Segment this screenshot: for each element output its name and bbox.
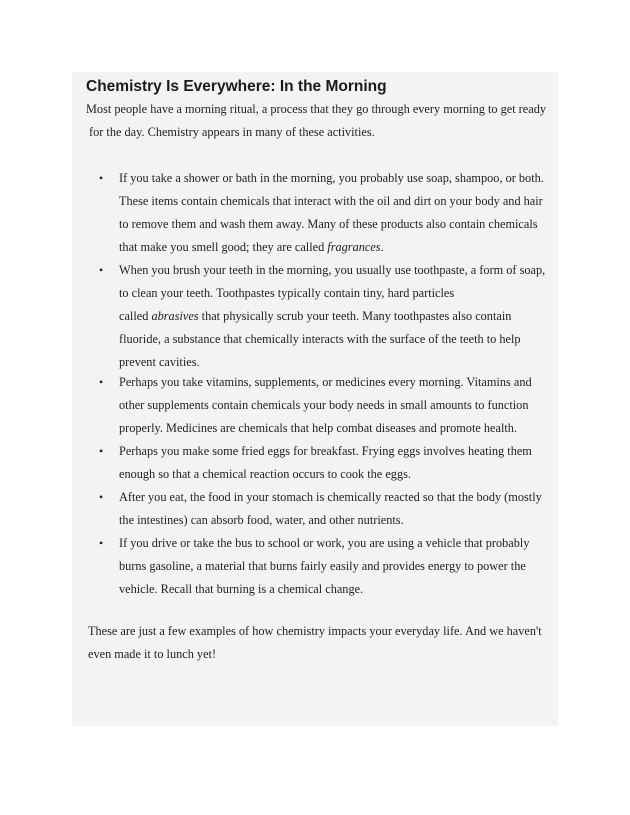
bullet-marker: • bbox=[99, 171, 104, 185]
text-run: . bbox=[380, 240, 384, 254]
list-item-line: properly. Medicines are chemicals that help combat diseases and promote health. bbox=[119, 421, 518, 435]
list-item bbox=[119, 532, 529, 601]
list-item-line: the intestines) can absorb food, water, and other nutrients. bbox=[119, 513, 404, 527]
list-item-line: prevent cavities. bbox=[119, 355, 200, 369]
list-item-line: fluoride, a substance that chemically interacts with the surface of the teeth to help bbox=[119, 332, 521, 346]
list-item bbox=[119, 371, 532, 440]
italic-term: abrasives bbox=[151, 309, 199, 323]
list-item-line bbox=[119, 305, 545, 328]
list-item-line: to clean your teeth. Toothpastes typically contain tiny, hard particles bbox=[119, 286, 455, 300]
intro-line-2: for the day. Chemistry appears in many of these activities. bbox=[89, 125, 375, 139]
closing-line-1: These are just a few examples of how chemistry impacts your everyday life. And we haven't bbox=[88, 624, 542, 638]
list-item-line: other supplements contain chemicals your body needs in small amounts to function bbox=[119, 398, 529, 412]
text-run: that make you smell good; they are called bbox=[119, 240, 328, 254]
list-item-line: Perhaps you make some fried eggs for breakfast. Frying eggs involves heating them bbox=[119, 444, 532, 458]
list-item-line: These items contain chemicals that interact with the oil and dirt on your body and hair bbox=[119, 194, 543, 208]
bullet-marker: • bbox=[99, 444, 104, 458]
list-item-line: If you drive or take the bus to school or work, you are using a vehicle that probably bbox=[119, 536, 530, 550]
italic-term: fragrances bbox=[327, 240, 381, 254]
document-title: Chemistry Is Everywhere: In the Morning bbox=[86, 78, 387, 95]
intro-line-1: Most people have a morning ritual, a process that they go through every morning to get ready bbox=[86, 102, 546, 116]
list-item bbox=[119, 259, 545, 374]
text-run: that physically scrub your teeth. Many toothpastes also contain bbox=[198, 309, 512, 323]
intro-paragraph bbox=[86, 98, 546, 144]
list-item bbox=[119, 167, 544, 259]
bullet-marker: • bbox=[99, 263, 104, 277]
list-item-line: If you take a shower or bath in the morning, you probably use soap, shampoo, or both. bbox=[119, 171, 544, 185]
list-item-line: After you eat, the food in your stomach is chemically reacted so that the body (mostly bbox=[119, 490, 542, 504]
list-item-line: to remove them and wash them away. Many of these products also contain chemicals bbox=[119, 217, 538, 231]
list-item bbox=[119, 486, 542, 532]
list-item-line bbox=[119, 236, 544, 259]
bullet-marker: • bbox=[99, 490, 104, 504]
closing-paragraph bbox=[88, 620, 542, 666]
list-item-line: vehicle. Recall that burning is a chemical change. bbox=[119, 582, 364, 596]
list-item-line: Perhaps you take vitamins, supplements, or medicines every morning. Vitamins and bbox=[119, 375, 532, 389]
list-item-line: enough so that a chemical reaction occurs to cook the eggs. bbox=[119, 467, 411, 481]
list-item-line: When you brush your teeth in the morning, you usually use toothpaste, a form of soap, bbox=[119, 263, 546, 277]
closing-line-2: even made it to lunch yet! bbox=[88, 647, 217, 661]
list-item-line: burns gasoline, a material that burns fairly easily and provides energy to power the bbox=[119, 559, 526, 573]
document-panel bbox=[72, 72, 558, 726]
text-run: called bbox=[119, 309, 152, 323]
bullet-marker: • bbox=[99, 375, 104, 389]
bullet-marker: • bbox=[99, 536, 104, 550]
list-item bbox=[119, 440, 532, 486]
